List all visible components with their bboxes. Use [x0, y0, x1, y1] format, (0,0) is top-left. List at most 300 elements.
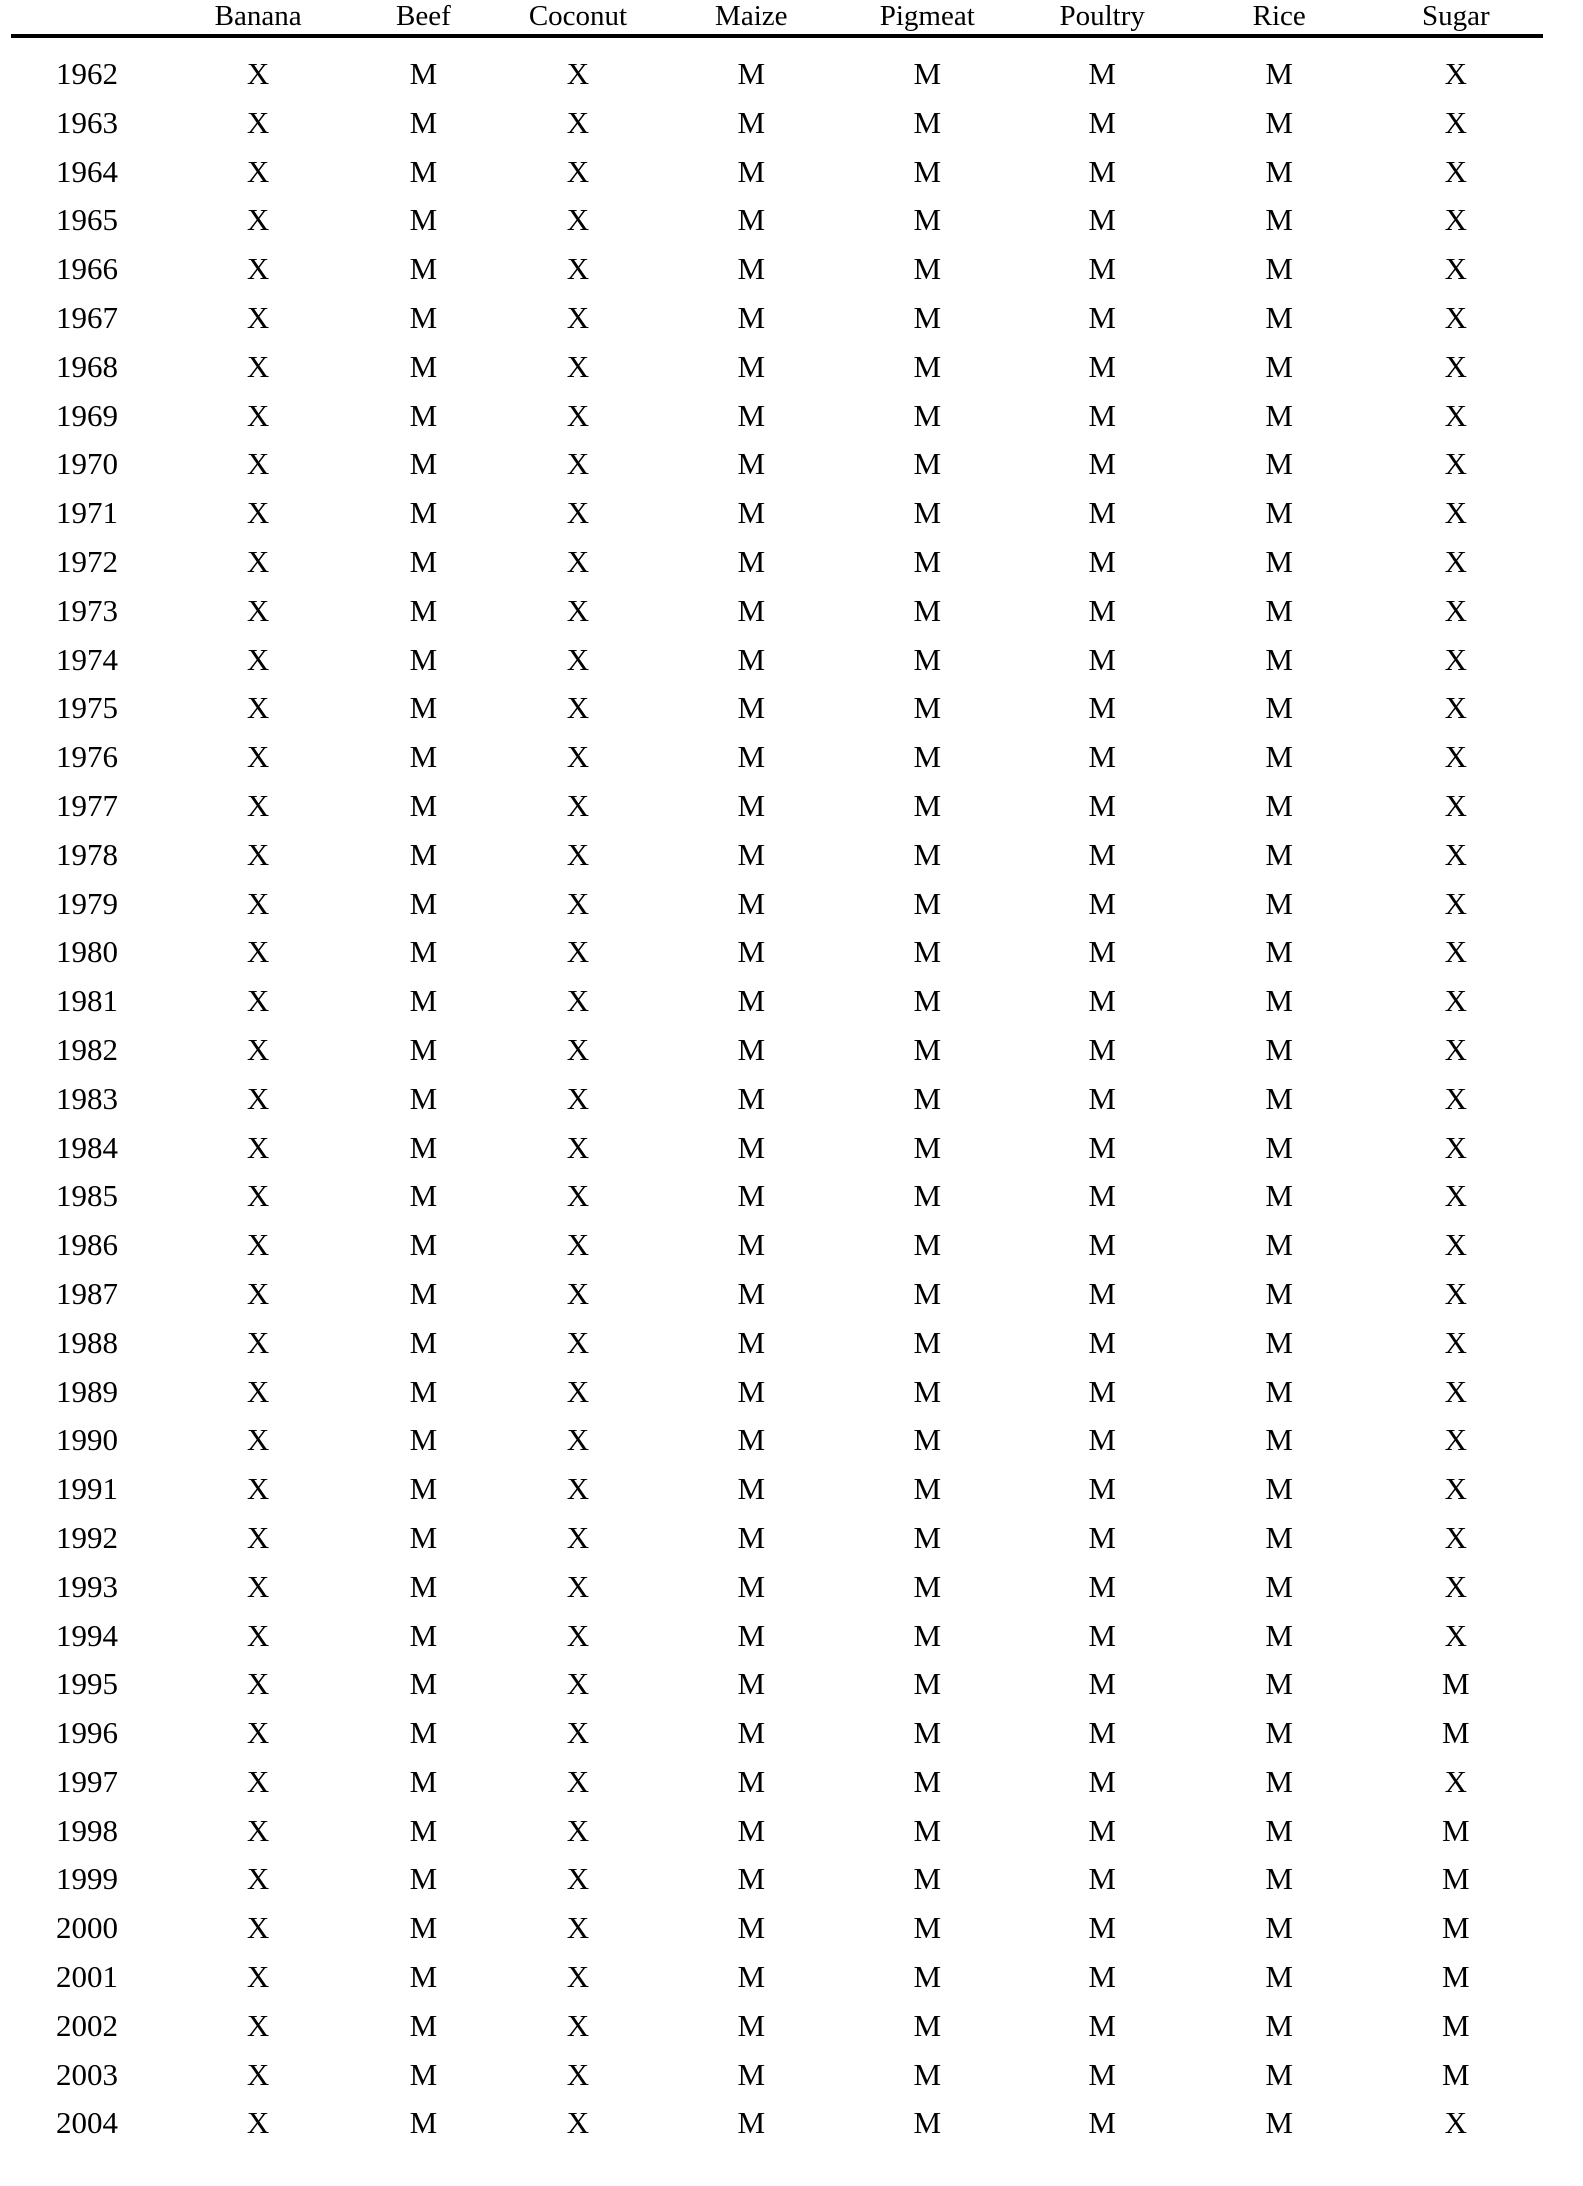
row-year: 1999: [55, 1861, 118, 1897]
cell-coconut: X: [566, 1227, 590, 1263]
cell-rice: M: [1265, 1763, 1293, 1799]
table-row: [11, 1221, 1543, 1270]
cell-banana: X: [246, 251, 270, 287]
cell-maize: M: [737, 690, 766, 726]
cell-poultry: M: [1088, 1519, 1116, 1555]
cell-maize: M: [737, 592, 766, 628]
cell-coconut: X: [566, 1080, 590, 1116]
cell-sugar: M: [1441, 1715, 1470, 1751]
cell-beef: M: [409, 641, 438, 677]
column-header-sugar: Sugar: [1369, 0, 1543, 36]
cell-sugar: X: [1444, 1178, 1467, 1214]
cell-coconut: X: [566, 1910, 590, 1946]
cell-pigmeat: M: [913, 1812, 942, 1848]
cell-beef: M: [409, 299, 438, 335]
cell-poultry: M: [1088, 1910, 1116, 1946]
cell-poultry: M: [1088, 641, 1116, 677]
cell-coconut: X: [566, 202, 590, 238]
row-year: 1962: [55, 56, 118, 91]
cell-poultry: M: [1088, 1178, 1116, 1214]
cell-maize: M: [737, 104, 766, 140]
row-year: 1997: [55, 1763, 118, 1799]
table-row: [11, 392, 1543, 441]
cell-beef: M: [409, 1715, 438, 1751]
table-row: [11, 148, 1543, 197]
row-year: 1996: [55, 1715, 118, 1751]
cell-pigmeat: M: [913, 2007, 942, 2043]
cell-poultry: M: [1088, 1666, 1116, 1702]
cell-poultry: M: [1088, 1959, 1116, 1995]
cell-rice: M: [1265, 2007, 1293, 2043]
cell-coconut: X: [566, 2105, 590, 2141]
row-year: 1977: [55, 787, 118, 823]
cell-coconut: X: [566, 1373, 590, 1409]
cell-poultry: M: [1088, 690, 1116, 726]
cell-poultry: M: [1088, 1471, 1116, 1507]
cell-poultry: M: [1088, 1373, 1116, 1409]
cell-pigmeat: M: [913, 690, 942, 726]
row-year: 1978: [55, 836, 118, 872]
cell-banana: X: [246, 202, 270, 238]
cell-pigmeat: M: [913, 934, 942, 970]
cell-poultry: M: [1088, 2056, 1116, 2092]
cell-beef: M: [409, 348, 438, 384]
cell-pigmeat: M: [913, 2105, 942, 2141]
cell-beef: M: [409, 1861, 438, 1897]
cell-rice: M: [1265, 787, 1293, 823]
cell-beef: M: [409, 202, 438, 238]
cell-poultry: M: [1088, 1812, 1116, 1848]
cell-poultry: M: [1088, 202, 1116, 238]
cell-banana: X: [246, 1324, 270, 1360]
cell-beef: M: [409, 104, 438, 140]
cell-coconut: X: [566, 1568, 590, 1604]
cell-poultry: M: [1088, 104, 1116, 140]
cell-banana: X: [246, 299, 270, 335]
cell-banana: X: [246, 1471, 270, 1507]
cell-poultry: M: [1088, 397, 1116, 433]
row-year: 1983: [55, 1080, 118, 1116]
cell-pigmeat: M: [913, 56, 942, 91]
cell-coconut: X: [566, 641, 590, 677]
cell-maize: M: [737, 885, 766, 921]
cell-pigmeat: M: [913, 1666, 942, 1702]
row-year: 1973: [55, 592, 118, 628]
cell-pigmeat: M: [913, 592, 942, 628]
cell-maize: M: [737, 543, 766, 579]
cell-banana: X: [246, 690, 270, 726]
cell-poultry: M: [1088, 1715, 1116, 1751]
cell-poultry: M: [1088, 592, 1116, 628]
cell-rice: M: [1265, 1617, 1293, 1653]
cell-beef: M: [409, 983, 438, 1019]
cell-rice: M: [1265, 592, 1293, 628]
cell-rice: M: [1265, 690, 1293, 726]
cell-maize: M: [737, 1080, 766, 1116]
cell-beef: M: [409, 1471, 438, 1507]
table-row: [11, 831, 1543, 880]
cell-coconut: X: [566, 1861, 590, 1897]
cell-coconut: X: [566, 153, 590, 189]
row-year: 1975: [55, 690, 118, 726]
cell-maize: M: [737, 1519, 766, 1555]
row-year: 1988: [55, 1324, 118, 1360]
cell-coconut: X: [566, 1178, 590, 1214]
cell-coconut: X: [566, 1471, 590, 1507]
cell-beef: M: [409, 787, 438, 823]
cell-rice: M: [1265, 885, 1293, 921]
cell-poultry: M: [1088, 1129, 1116, 1165]
row-year: 1964: [55, 153, 118, 189]
cell-rice: M: [1265, 1568, 1293, 1604]
cell-rice: M: [1265, 983, 1293, 1019]
row-year: 1987: [55, 1275, 118, 1311]
cell-beef: M: [409, 885, 438, 921]
cell-rice: M: [1265, 299, 1293, 335]
row-year: 2002: [55, 2007, 118, 2043]
row-year: 1974: [55, 641, 118, 677]
cell-pigmeat: M: [913, 1910, 942, 1946]
cell-maize: M: [737, 1959, 766, 1995]
cell-poultry: M: [1088, 1763, 1116, 1799]
cell-beef: M: [409, 2105, 438, 2141]
cell-poultry: M: [1088, 1861, 1116, 1897]
row-year: 1998: [55, 1812, 118, 1848]
cell-banana: X: [246, 1227, 270, 1263]
table-row: [11, 343, 1543, 392]
table-row: [11, 1124, 1543, 1173]
cell-sugar: X: [1444, 495, 1467, 531]
cell-rice: M: [1265, 348, 1293, 384]
cell-beef: M: [409, 1617, 438, 1653]
cell-maize: M: [737, 495, 766, 531]
cell-beef: M: [409, 1129, 438, 1165]
cell-poultry: M: [1088, 153, 1116, 189]
cell-sugar: X: [1444, 641, 1467, 677]
cell-maize: M: [737, 934, 766, 970]
cell-coconut: X: [566, 1959, 590, 1995]
table-row: [11, 1319, 1543, 1368]
cell-banana: X: [246, 56, 270, 91]
cell-pigmeat: M: [913, 641, 942, 677]
table-row: [11, 1514, 1543, 1563]
table-row: [11, 2002, 1543, 2051]
cell-maize: M: [737, 1324, 766, 1360]
table-row: [11, 1855, 1543, 1904]
cell-rice: M: [1265, 1422, 1293, 1458]
cell-maize: M: [737, 641, 766, 677]
cell-banana: X: [246, 495, 270, 531]
cell-banana: X: [246, 1080, 270, 1116]
cell-pigmeat: M: [913, 739, 942, 775]
cell-rice: M: [1265, 2056, 1293, 2092]
cell-pigmeat: M: [913, 1422, 942, 1458]
cell-maize: M: [737, 2056, 766, 2092]
cell-maize: M: [737, 739, 766, 775]
cell-beef: M: [409, 2007, 438, 2043]
row-year: 1984: [55, 1129, 118, 1165]
cell-banana: X: [246, 2007, 270, 2043]
cell-rice: M: [1265, 2105, 1293, 2141]
cell-sugar: M: [1441, 1812, 1470, 1848]
row-year: 1981: [55, 983, 118, 1019]
cell-poultry: M: [1088, 1227, 1116, 1263]
cell-poultry: M: [1088, 787, 1116, 823]
cell-pigmeat: M: [913, 1178, 942, 1214]
cell-beef: M: [409, 1373, 438, 1409]
table-row: [11, 2099, 1543, 2148]
cell-beef: M: [409, 836, 438, 872]
cell-beef: M: [409, 592, 438, 628]
cell-pigmeat: M: [913, 983, 942, 1019]
table-row: [11, 1709, 1543, 1758]
row-year: 1994: [55, 1617, 118, 1653]
cell-coconut: X: [566, 1812, 590, 1848]
cell-coconut: X: [566, 885, 590, 921]
cell-sugar: X: [1444, 446, 1467, 482]
table-row: [11, 1904, 1543, 1953]
row-year: 1965: [55, 202, 118, 238]
row-year: 1976: [55, 739, 118, 775]
cell-rice: M: [1265, 1666, 1293, 1702]
cell-banana: X: [246, 543, 270, 579]
row-year: 2001: [55, 1959, 118, 1995]
cell-rice: M: [1265, 1275, 1293, 1311]
cell-coconut: X: [566, 495, 590, 531]
cell-rice: M: [1265, 397, 1293, 433]
cell-pigmeat: M: [913, 1519, 942, 1555]
table-row: [11, 1465, 1543, 1514]
row-year: 1966: [55, 251, 118, 287]
cell-coconut: X: [566, 836, 590, 872]
cell-beef: M: [409, 1519, 438, 1555]
cell-pigmeat: M: [913, 885, 942, 921]
cell-rice: M: [1265, 739, 1293, 775]
cell-pigmeat: M: [913, 1031, 942, 1067]
cell-maize: M: [737, 153, 766, 189]
cell-maize: M: [737, 1617, 766, 1653]
cell-poultry: M: [1088, 1568, 1116, 1604]
cell-banana: X: [246, 1861, 270, 1897]
cell-rice: M: [1265, 641, 1293, 677]
cell-poultry: M: [1088, 1275, 1116, 1311]
cell-pigmeat: M: [913, 104, 942, 140]
cell-pigmeat: M: [913, 251, 942, 287]
cell-pigmeat: M: [913, 2056, 942, 2092]
cell-coconut: X: [566, 592, 590, 628]
cell-maize: M: [737, 397, 766, 433]
cell-coconut: X: [566, 1763, 590, 1799]
cell-pigmeat: M: [913, 1080, 942, 1116]
cell-pigmeat: M: [913, 1715, 942, 1751]
cell-rice: M: [1265, 1861, 1293, 1897]
cell-sugar: X: [1444, 251, 1467, 287]
table-row: [11, 1953, 1543, 2002]
table-header: [11, 0, 1543, 36]
cell-pigmeat: M: [913, 1227, 942, 1263]
cell-beef: M: [409, 495, 438, 531]
cell-coconut: X: [566, 2007, 590, 2043]
row-year: 1986: [55, 1227, 118, 1263]
cell-banana: X: [246, 641, 270, 677]
cell-banana: X: [246, 885, 270, 921]
cell-rice: M: [1265, 446, 1293, 482]
cell-banana: X: [246, 2105, 270, 2141]
cell-coconut: X: [566, 739, 590, 775]
cell-coconut: X: [566, 348, 590, 384]
cell-pigmeat: M: [913, 153, 942, 189]
cell-sugar: X: [1444, 1275, 1467, 1311]
cell-pigmeat: M: [913, 836, 942, 872]
cell-pigmeat: M: [913, 543, 942, 579]
column-header-banana: Banana: [163, 0, 353, 36]
cell-maize: M: [737, 1178, 766, 1214]
cell-pigmeat: M: [913, 1617, 942, 1653]
cell-pigmeat: M: [913, 495, 942, 531]
cell-poultry: M: [1088, 1080, 1116, 1116]
cell-pigmeat: M: [913, 1275, 942, 1311]
cell-sugar: X: [1444, 592, 1467, 628]
cell-coconut: X: [566, 1031, 590, 1067]
cell-coconut: X: [566, 1129, 590, 1165]
cell-rice: M: [1265, 1373, 1293, 1409]
cell-beef: M: [409, 153, 438, 189]
cell-sugar: X: [1444, 397, 1467, 433]
cell-maize: M: [737, 836, 766, 872]
cell-sugar: M: [1441, 2056, 1470, 2092]
table-row: [11, 1563, 1543, 1612]
cell-coconut: X: [566, 1324, 590, 1360]
cell-sugar: X: [1444, 885, 1467, 921]
cell-poultry: M: [1088, 2105, 1116, 2141]
row-year: 1980: [55, 934, 118, 970]
column-header-pigmeat: Pigmeat: [840, 0, 1014, 36]
cell-pigmeat: M: [913, 348, 942, 384]
table-row: [11, 294, 1543, 343]
cell-maize: M: [737, 1031, 766, 1067]
cell-beef: M: [409, 1568, 438, 1604]
cell-coconut: X: [566, 1519, 590, 1555]
commodity-trade-status-table: [11, 0, 1543, 2148]
cell-pigmeat: M: [913, 1959, 942, 1995]
cell-maize: M: [737, 348, 766, 384]
table-row: [11, 99, 1543, 148]
column-header-coconut: Coconut: [493, 0, 662, 36]
cell-sugar: X: [1444, 543, 1467, 579]
cell-sugar: M: [1441, 1910, 1470, 1946]
cell-coconut: X: [566, 1617, 590, 1653]
cell-sugar: X: [1444, 1031, 1467, 1067]
cell-sugar: X: [1444, 1324, 1467, 1360]
cell-banana: X: [246, 1568, 270, 1604]
table-row: [11, 245, 1543, 294]
column-header-rice: Rice: [1190, 0, 1369, 36]
cell-sugar: X: [1444, 1519, 1467, 1555]
cell-poultry: M: [1088, 446, 1116, 482]
row-year: 1972: [55, 543, 118, 579]
cell-maize: M: [737, 1666, 766, 1702]
cell-sugar: X: [1444, 202, 1467, 238]
cell-rice: M: [1265, 1812, 1293, 1848]
cell-banana: X: [246, 1178, 270, 1214]
table-row: [11, 489, 1543, 538]
row-year: 1989: [55, 1373, 118, 1409]
cell-pigmeat: M: [913, 1129, 942, 1165]
cell-coconut: X: [566, 543, 590, 579]
cell-banana: X: [246, 1422, 270, 1458]
cell-maize: M: [737, 299, 766, 335]
table-body: [11, 36, 1543, 2148]
table-row: [11, 1807, 1543, 1856]
row-year: 1967: [55, 299, 118, 335]
cell-pigmeat: M: [913, 397, 942, 433]
row-year: 1968: [55, 348, 118, 384]
row-year: 1979: [55, 885, 118, 921]
cell-poultry: M: [1088, 299, 1116, 335]
cell-rice: M: [1265, 1178, 1293, 1214]
cell-poultry: M: [1088, 1422, 1116, 1458]
cell-rice: M: [1265, 104, 1293, 140]
cell-banana: X: [246, 1812, 270, 1848]
table-row: [11, 538, 1543, 587]
cell-poultry: M: [1088, 251, 1116, 287]
cell-rice: M: [1265, 1324, 1293, 1360]
cell-pigmeat: M: [913, 1471, 942, 1507]
table-row: [11, 684, 1543, 733]
cell-rice: M: [1265, 202, 1293, 238]
cell-rice: M: [1265, 153, 1293, 189]
cell-maize: M: [737, 1227, 766, 1263]
cell-sugar: X: [1444, 739, 1467, 775]
cell-poultry: M: [1088, 543, 1116, 579]
column-header-beef: Beef: [353, 0, 493, 36]
cell-rice: M: [1265, 836, 1293, 872]
table-row: [11, 36, 1543, 99]
cell-banana: X: [246, 1715, 270, 1751]
cell-maize: M: [737, 251, 766, 287]
cell-beef: M: [409, 934, 438, 970]
table-row: [11, 587, 1543, 636]
cell-banana: X: [246, 1519, 270, 1555]
cell-sugar: X: [1444, 690, 1467, 726]
cell-beef: M: [409, 1959, 438, 1995]
cell-sugar: X: [1444, 983, 1467, 1019]
cell-maize: M: [737, 2007, 766, 2043]
cell-rice: M: [1265, 543, 1293, 579]
cell-maize: M: [737, 1275, 766, 1311]
cell-maize: M: [737, 1373, 766, 1409]
cell-sugar: X: [1444, 836, 1467, 872]
cell-maize: M: [737, 202, 766, 238]
cell-pigmeat: M: [913, 202, 942, 238]
cell-sugar: X: [1444, 1617, 1467, 1653]
cell-banana: X: [246, 592, 270, 628]
cell-banana: X: [246, 787, 270, 823]
table-row: [11, 1612, 1543, 1661]
cell-rice: M: [1265, 1471, 1293, 1507]
row-year: 2000: [55, 1910, 118, 1946]
cell-coconut: X: [566, 56, 590, 91]
cell-beef: M: [409, 1275, 438, 1311]
cell-maize: M: [737, 1861, 766, 1897]
cell-beef: M: [409, 1812, 438, 1848]
cell-banana: X: [246, 1031, 270, 1067]
cell-banana: X: [246, 446, 270, 482]
row-year: 1992: [55, 1519, 118, 1555]
cell-sugar: X: [1444, 1129, 1467, 1165]
cell-beef: M: [409, 1910, 438, 1946]
row-year: 1971: [55, 495, 118, 531]
